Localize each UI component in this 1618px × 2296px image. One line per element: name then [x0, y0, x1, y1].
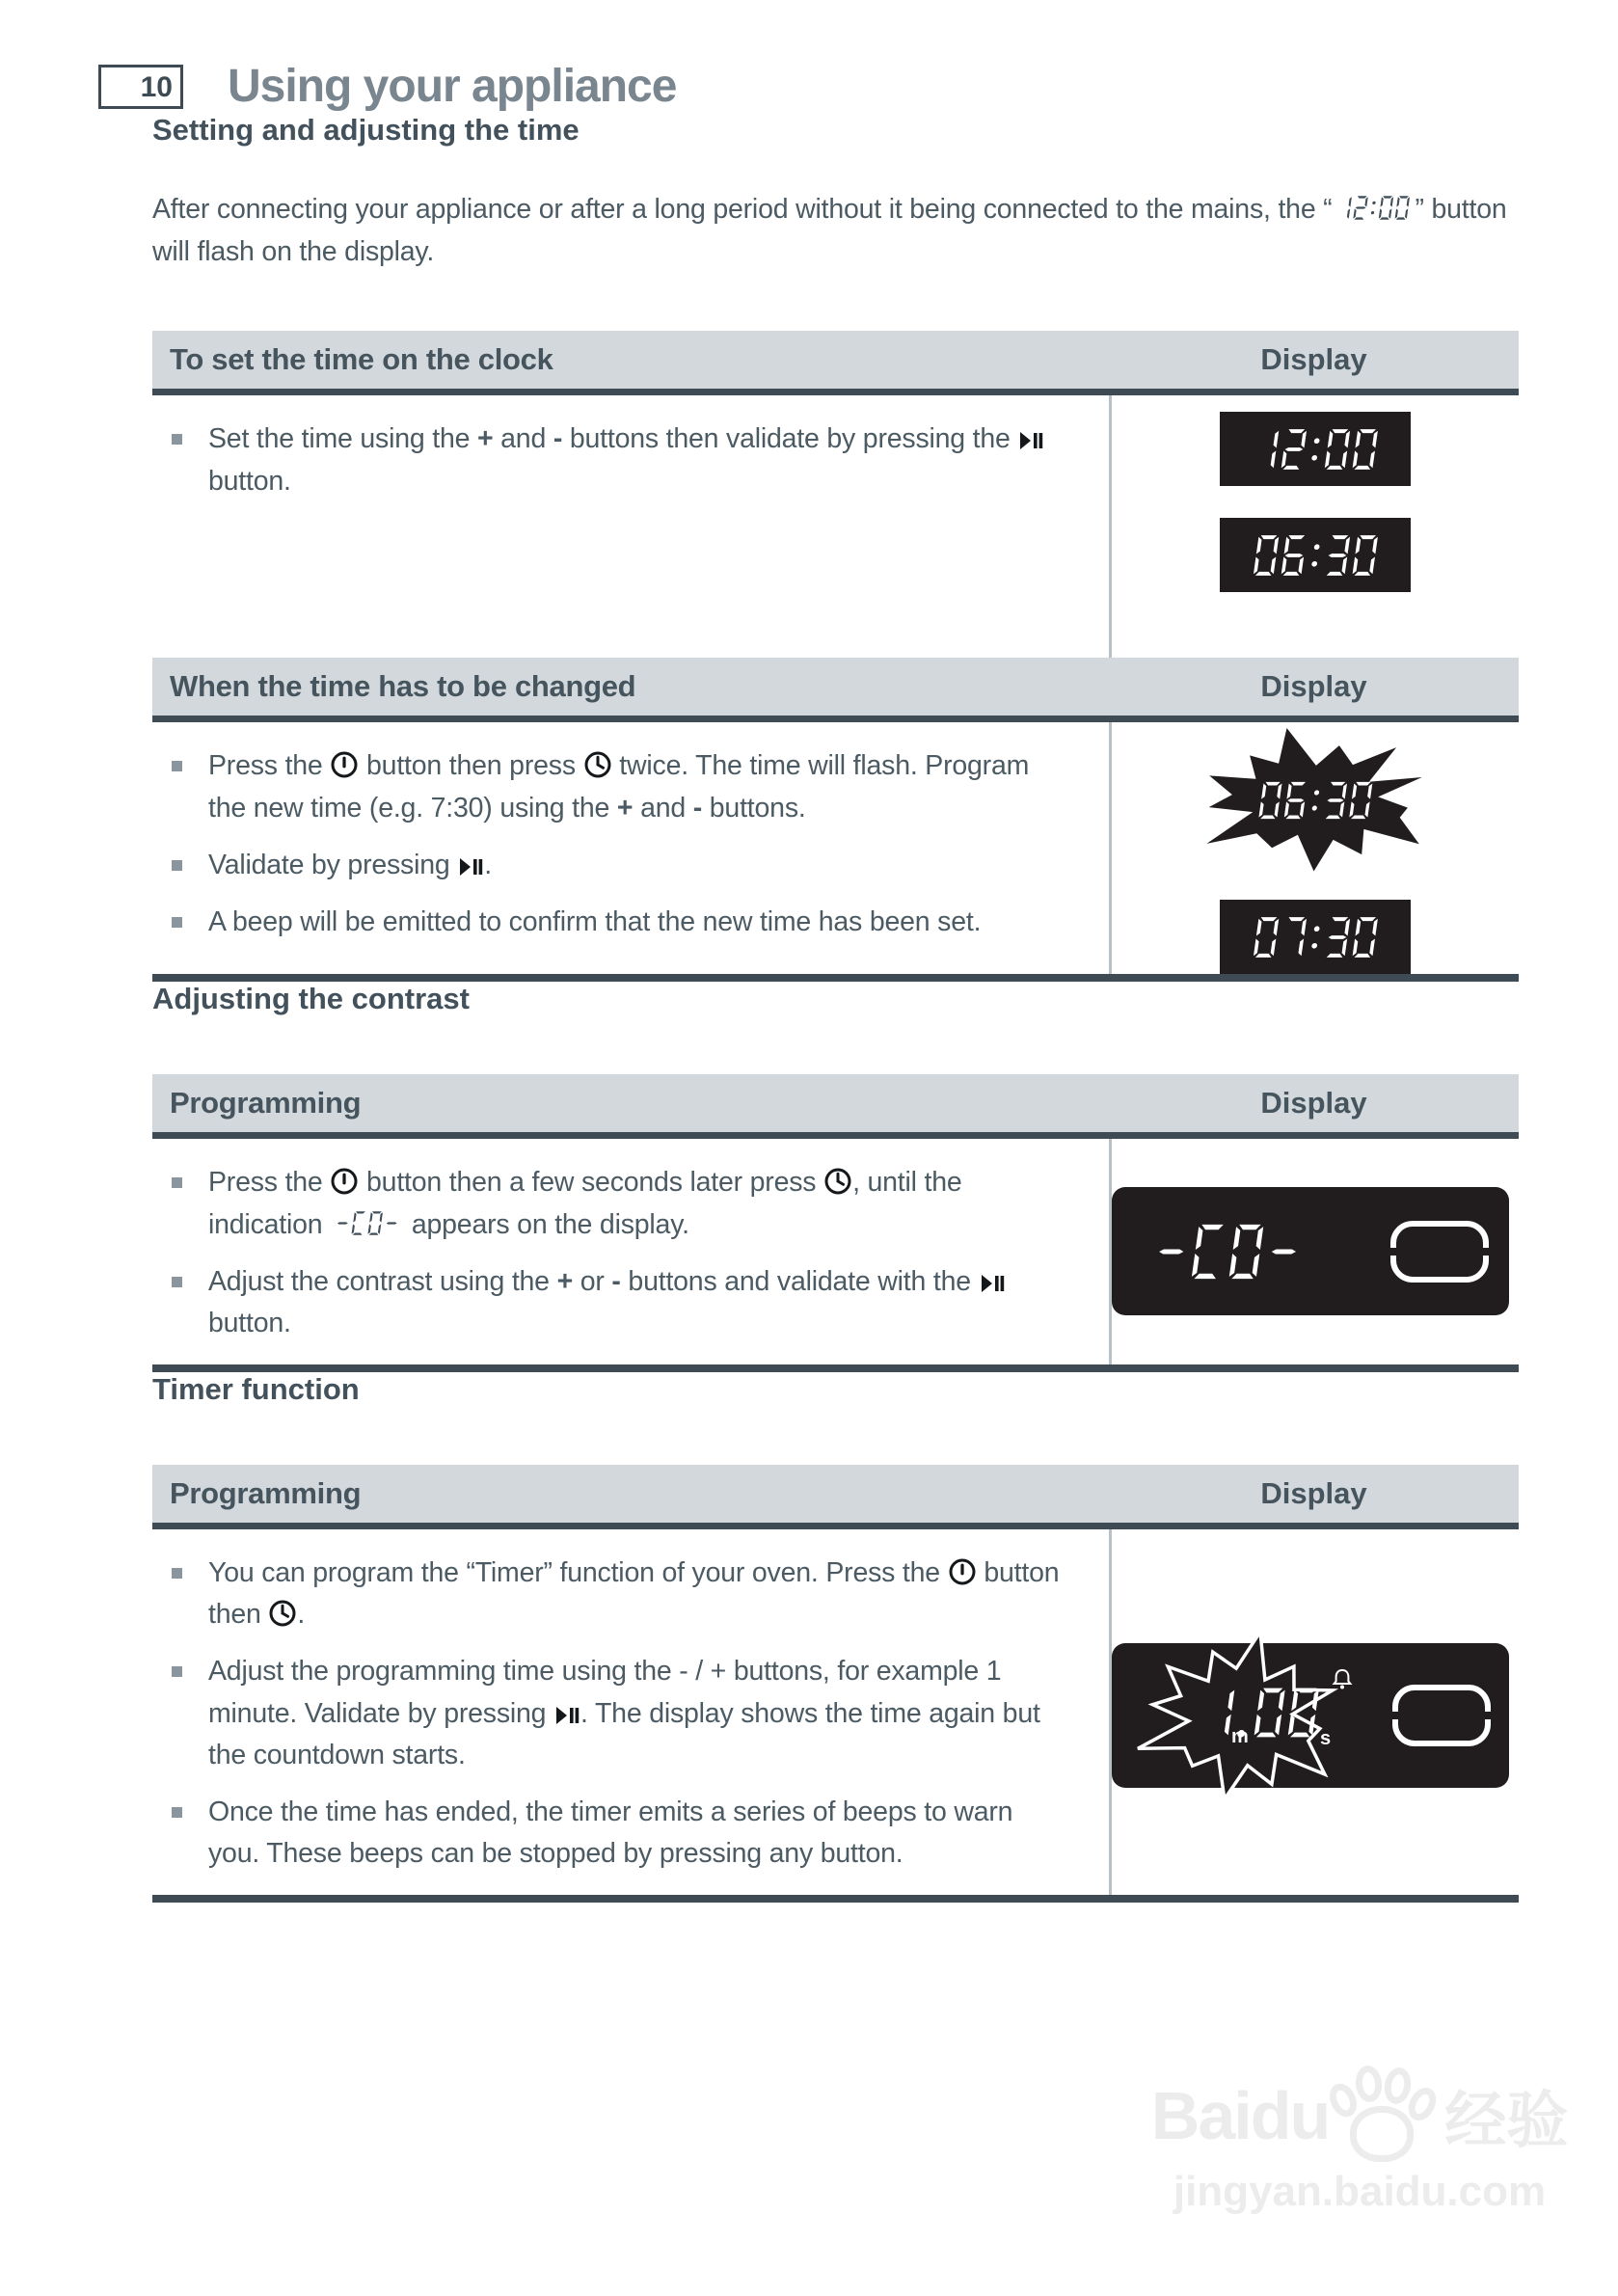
display-column-label: Display	[1260, 1086, 1367, 1121]
section-heading-timer: Timer function	[152, 1371, 360, 1406]
header-rule	[152, 716, 1519, 722]
play-pause-button-icon	[457, 855, 484, 878]
watermark-brand-cn: 经验	[1444, 2086, 1569, 2155]
instruction-text: Adjust the programming time using the - / + buttons, for example 1 minute. Validate by pressing . The display shows the time again but the countdown starts.	[208, 1656, 1040, 1770]
seven-segment-readout	[1248, 915, 1383, 959]
table-set-time	[152, 331, 1519, 658]
emphasized-sign: -	[692, 792, 703, 824]
instruction-text: Adjust the contrast using the + or - buttons and validate with the button.	[208, 1261, 1070, 1345]
bullet-square-icon	[172, 1568, 182, 1579]
lcd-display-0730	[1220, 900, 1411, 974]
table-timer	[152, 1465, 1519, 1903]
instruction-text: Validate by pressing .	[208, 849, 492, 880]
emphasized-sign: +	[556, 1265, 574, 1297]
power-button-icon	[330, 1167, 359, 1196]
display-column-label: Display	[1260, 1475, 1367, 1510]
power-button-icon	[948, 1557, 977, 1586]
display-frame-icon	[1391, 1684, 1492, 1747]
instructions-column	[152, 1139, 1109, 1364]
table-header-row	[152, 658, 1519, 716]
intro-paragraph: After connecting your appliance or after a long period without it being connected to the mains, the “ ” button will flash on the display.	[152, 194, 1507, 268]
emphasized-sign: +	[616, 792, 634, 824]
table-header-row	[152, 1074, 1519, 1132]
table-title: Programming	[170, 1086, 362, 1121]
table-change-time	[152, 658, 1519, 982]
clock-button-icon	[268, 1599, 297, 1628]
header-rule	[152, 1523, 1519, 1529]
display-column	[1109, 395, 1519, 658]
instruction-bullet	[172, 419, 1070, 502]
table-title: To set the time on the clock	[170, 342, 553, 377]
instructions-column	[152, 1529, 1109, 1895]
seven-segment-inline	[1334, 195, 1413, 221]
bullet-square-icon	[172, 1666, 182, 1677]
display-column-label: Display	[1260, 342, 1367, 377]
display-column	[1109, 1529, 1519, 1895]
lcd-panel-contrast	[1112, 1187, 1509, 1315]
bullet-square-icon	[172, 761, 182, 771]
power-button-icon	[330, 750, 359, 779]
display-column	[1109, 722, 1519, 974]
instructions-column	[152, 722, 1109, 974]
display-frame-icon	[1389, 1220, 1490, 1283]
table-header-row	[152, 331, 1519, 389]
instruction-text: Set the time using the + and - buttons then validate by pressing the button.	[208, 419, 1070, 502]
display-column	[1109, 1139, 1519, 1364]
instruction-bullet	[172, 845, 1070, 886]
instructions-column	[152, 395, 1109, 658]
page-header	[0, 0, 1618, 113]
bullet-square-icon	[172, 917, 182, 928]
seven-segment-readout	[1197, 1686, 1325, 1740]
table-contrast	[152, 1074, 1519, 1371]
clock-button-icon	[823, 1167, 852, 1196]
table-title: When the time has to be changed	[170, 669, 636, 704]
display-column-label: Display	[1260, 669, 1367, 704]
seven-segment-readout	[1146, 1222, 1308, 1282]
clock-button-icon	[583, 750, 612, 779]
bullet-square-icon	[172, 860, 182, 871]
table-bottom-rule	[152, 1895, 1519, 1903]
instruction-bullet	[172, 1162, 1070, 1246]
seven-segment-readout	[1248, 427, 1383, 472]
table-header-row	[152, 1465, 1519, 1523]
seven-segment-inline	[332, 1210, 402, 1236]
seven-segment-readout	[1248, 533, 1383, 578]
watermark-brand: Baidu	[1150, 2078, 1330, 2153]
minutes-unit-label: m	[1231, 1725, 1249, 1747]
header-rule	[152, 389, 1519, 395]
table-bottom-rule	[152, 1364, 1519, 1372]
instruction-text: Once the time has ended, the timer emits a series of beeps to warn you. These beeps can be stopped by pressing any button.	[208, 1796, 1013, 1870]
bell-icon	[1332, 1668, 1353, 1693]
play-pause-button-icon	[1017, 429, 1044, 452]
instruction-bullet	[172, 1651, 1070, 1776]
lcd-panel-timer	[1112, 1643, 1509, 1788]
instruction-text: Press the button then a few seconds later press , until the indication appears on the display.	[208, 1167, 962, 1240]
emphasized-sign: -	[553, 423, 563, 455]
section-heading-contrast: Adjusting the contrast	[152, 982, 470, 1016]
play-pause-button-icon	[979, 1272, 1006, 1295]
table-bottom-rule	[152, 974, 1519, 982]
instruction-bullet	[172, 745, 1070, 829]
emphasized-sign: +	[476, 423, 494, 455]
instruction-text: Press the button then press twice. The time will flash. Program the new time (e.g. 7:30) using the + and - buttons.	[208, 750, 1030, 824]
lcd-display-0630	[1220, 518, 1411, 592]
page-number: 10	[140, 70, 173, 103]
header-rule	[152, 1132, 1519, 1139]
instruction-bullet	[172, 1261, 1070, 1345]
table-title: Programming	[170, 1475, 362, 1510]
page-content	[152, 113, 1519, 1903]
instruction-bullet	[172, 1553, 1070, 1636]
bullet-square-icon	[172, 1177, 182, 1188]
seven-segment-readout	[1254, 780, 1377, 821]
watermark-url: jingyan.baidu.com	[1173, 2168, 1547, 2215]
seconds-unit-label: s	[1320, 1727, 1332, 1749]
play-pause-button-icon	[553, 1704, 580, 1727]
instruction-text: A beep will be emitted to confirm that the new time has been set.	[208, 906, 982, 938]
bullet-square-icon	[172, 434, 182, 445]
emphasized-sign: -	[611, 1265, 621, 1297]
bullet-square-icon	[172, 1277, 182, 1287]
bullet-square-icon	[172, 1807, 182, 1818]
instruction-bullet	[172, 1792, 1070, 1876]
watermark	[1109, 2066, 1610, 2216]
page-title: Using your appliance	[228, 61, 677, 112]
instruction-bullet	[172, 902, 1070, 943]
baidu-paw-icon	[1331, 2066, 1435, 2166]
watermark-logo	[1109, 2066, 1610, 2166]
lcd-display-1200	[1220, 412, 1411, 486]
instruction-text: You can program the “Timer” function of your oven. Press the button then .	[208, 1556, 1060, 1630]
section-heading-setting-time: Setting and adjusting the time	[152, 113, 580, 147]
page-number-box	[98, 65, 183, 109]
flashing-display-0630	[1195, 728, 1436, 873]
